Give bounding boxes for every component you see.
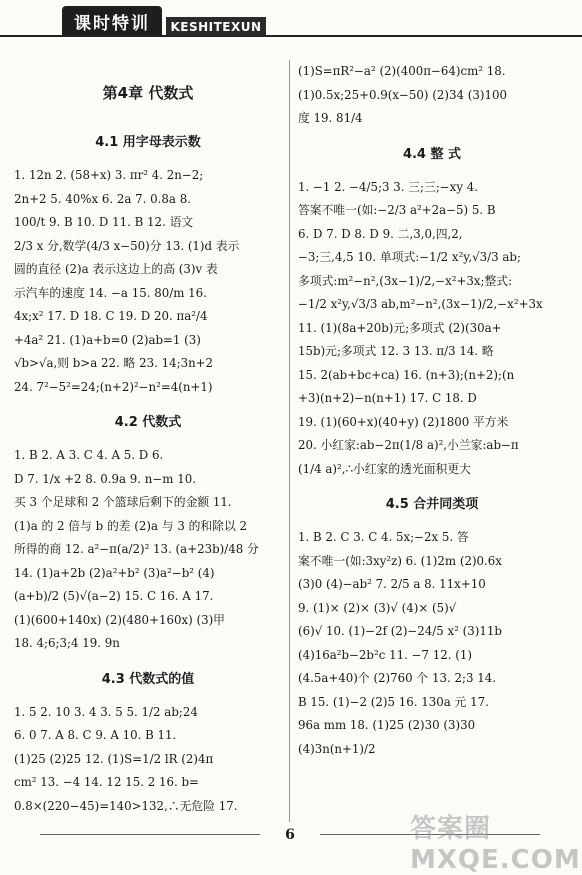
footer-rule-left [40,834,260,835]
answer-line: 案不唯一(如:3xy²z) 6. (1)2m (2)0.6x [298,553,502,568]
answer-line: 1. B 2. A 3. C 4. A 5. D 6. [14,448,164,462]
answer-line: 1. 5 2. 10 3. 4 3. 5 5. 1/2 ab;24 [14,704,198,719]
series-brand: KESHITEXUN [166,17,266,36]
answer-line: −3;三,4,5 10. 单项式:−1/2 x²y,√3/3 ab; [298,250,521,264]
answer-line: 2/3 x 分,数学(4/3 x−50)分 13. (1)d 表示 [14,238,240,253]
answer-line: 24. 7²−5²=24;(n+2)²−n²=4(n+1) [14,379,213,394]
answer-line: 多项式:m²−n²,(3x−1)/2,−x²+3x;整式: [298,273,513,288]
answer-line: 4x;x² 17. D 18. C 19. D 20. πa²/4 [14,309,208,323]
answer-line: 0.8×(220−45)=140>132,∴无危险 17. [14,798,238,813]
left-column [14,60,282,818]
right-sections [298,143,566,762]
column-divider [289,60,290,822]
section-title: 4.2 代数式 [114,415,182,430]
answer-line: 14. (1)a+2b (2)a²+b² (3)a²−b² (4) [14,565,215,580]
answer-line: 100/t 9. B 10. D 11. B 12. 语文 [14,215,194,229]
answer-line: 示汽车的速度 14. −a 15. 80/m 16. [14,285,207,300]
answer-line: 圆的直径 (2)a 表示这边上的高 (3)v 表 [14,262,218,276]
answer-line: D 7. 1/x +2 8. 0.9a 9. n−m 10. [14,471,196,486]
answer-line: (1/4 a)²,∴小红家的透光面积更大 [298,461,471,476]
answer-line: 96a mm 18. (1)25 (2)30 (3)30 [298,718,476,732]
answer-line: 2n+2 5. 40%x 6. 2a 7. 0.8a 8. [14,191,191,206]
answer-line: (1)(600+140x) (2)(480+160x) (3)甲 [14,612,225,627]
answer-line: (1)a 的 2 倍与 b 的差 (2)a 与 3 的和除以 2 [14,518,248,533]
answer-line: B 15. (1)−2 (2)5 16. 130a 元 17. [298,694,489,709]
answer-line: (1)0.5x;25+0.9(x−50) (2)34 (3)100 [298,87,507,102]
answer-line: (6)√ 10. (1)−2f (2)−24/5 x² (3)11b [298,624,502,638]
answer-line: (4)3n(n+1)/2 [298,741,376,756]
section-title: 4.5 合并同类项 [385,497,479,512]
answer-line: 答案不唯一(如:−2/3 a²+2a−5) 5. B [298,203,496,217]
answer-line: 6. D 7. D 8. D 9. 二,3,0,四,2, [298,226,463,241]
answer-line: 6. 0 7. A 8. C 9. A 10. B 11. [14,728,177,742]
series-badge: 课时特训 [62,6,162,36]
answer-line: (4)16a²b−2b²c 11. −7 12. (1) [298,647,472,662]
answer-line: −1/2 x²y,√3/3 ab,m²−n²,(3x−1)/2,−x²+3x [298,297,543,311]
section-title: 4.3 代数式的值 [101,671,195,687]
answer-line: 所得的商 12. a²−π(a/2)² 13. (a+23b)/48 分 [14,542,259,556]
answer-line: 11. (1)(8a+20b)元;多项式 (2)(30a+ [298,320,502,335]
answer-line: 9. (1)× (2)× (3)√ (4)× (5)√ [298,600,457,615]
answer-line: (1)S=πR²−a² (2)(400π−64)cm² 18. [298,64,506,78]
page-number: 6 [285,827,295,843]
answer-line: +3)(n+2)−n(n+1) 17. C 18. D [298,391,477,405]
answer-line: 19. (1)(60+x)(40+y) (2)1800 平方米 [298,414,509,429]
answer-line: (a+b)/2 (5)√(a−2) 15. C 16. A 17. [14,589,214,603]
answer-line: cm² 13. −4 14. 12 15. 2 16. b= [14,775,199,789]
left-sections [14,131,282,818]
chapter-title: 第4章 代数式 [102,84,194,102]
answer-line: (3)0 (4)−ab² 7. 2/5 a 8. 11x+10 [298,577,486,591]
answer-line: 15. 2(ab+bc+ca) 16. (n+3);(n+2);(n [298,367,515,382]
answer-line: 1. −1 2. −4/5;3 3. 三;三;−xy 4. [298,179,479,194]
answer-line: 度 19. 81/4 [298,111,363,125]
answer-line: 18. 4;6;3;4 19. 9n [14,636,120,650]
answer-line: +4a² 21. (1)a+b=0 (2)ab=1 (3) [14,332,201,347]
answer-line: 买 3 个足球和 2 个篮球后剩下的金额 11. [14,495,232,509]
right-continuation [298,60,566,131]
answer-line: 1. B 2. C 3. C 4. 5x;−2x 5. 答 [298,530,469,544]
answer-line: 20. 小红家:ab−2π(1/8 a)²,小兰家:ab−π [298,438,519,452]
answer-line: √b>√a,则 b>a 22. 略 23. 14;3n+2 [14,356,214,370]
answer-line: 1. 12n 2. (58+x) 3. πr² 4. 2n−2; [14,168,204,182]
watermark: 答案圈 MXQE.COM [410,814,581,875]
answer-line: (1)25 (2)25 12. (1)S=1/2 lR (2)4π [14,751,214,766]
section-title: 4.1 用字母表示数 [95,135,201,150]
answer-line: 15b)元;多项式 12. 3 13. π/3 14. 略 [298,344,494,358]
answer-line: (4.5a+40)个 (2)760 个 13. 2;3 14. [298,671,496,685]
header-rule [0,35,582,37]
section-title: 4.4 整 式 [402,146,462,162]
right-column [298,60,566,761]
